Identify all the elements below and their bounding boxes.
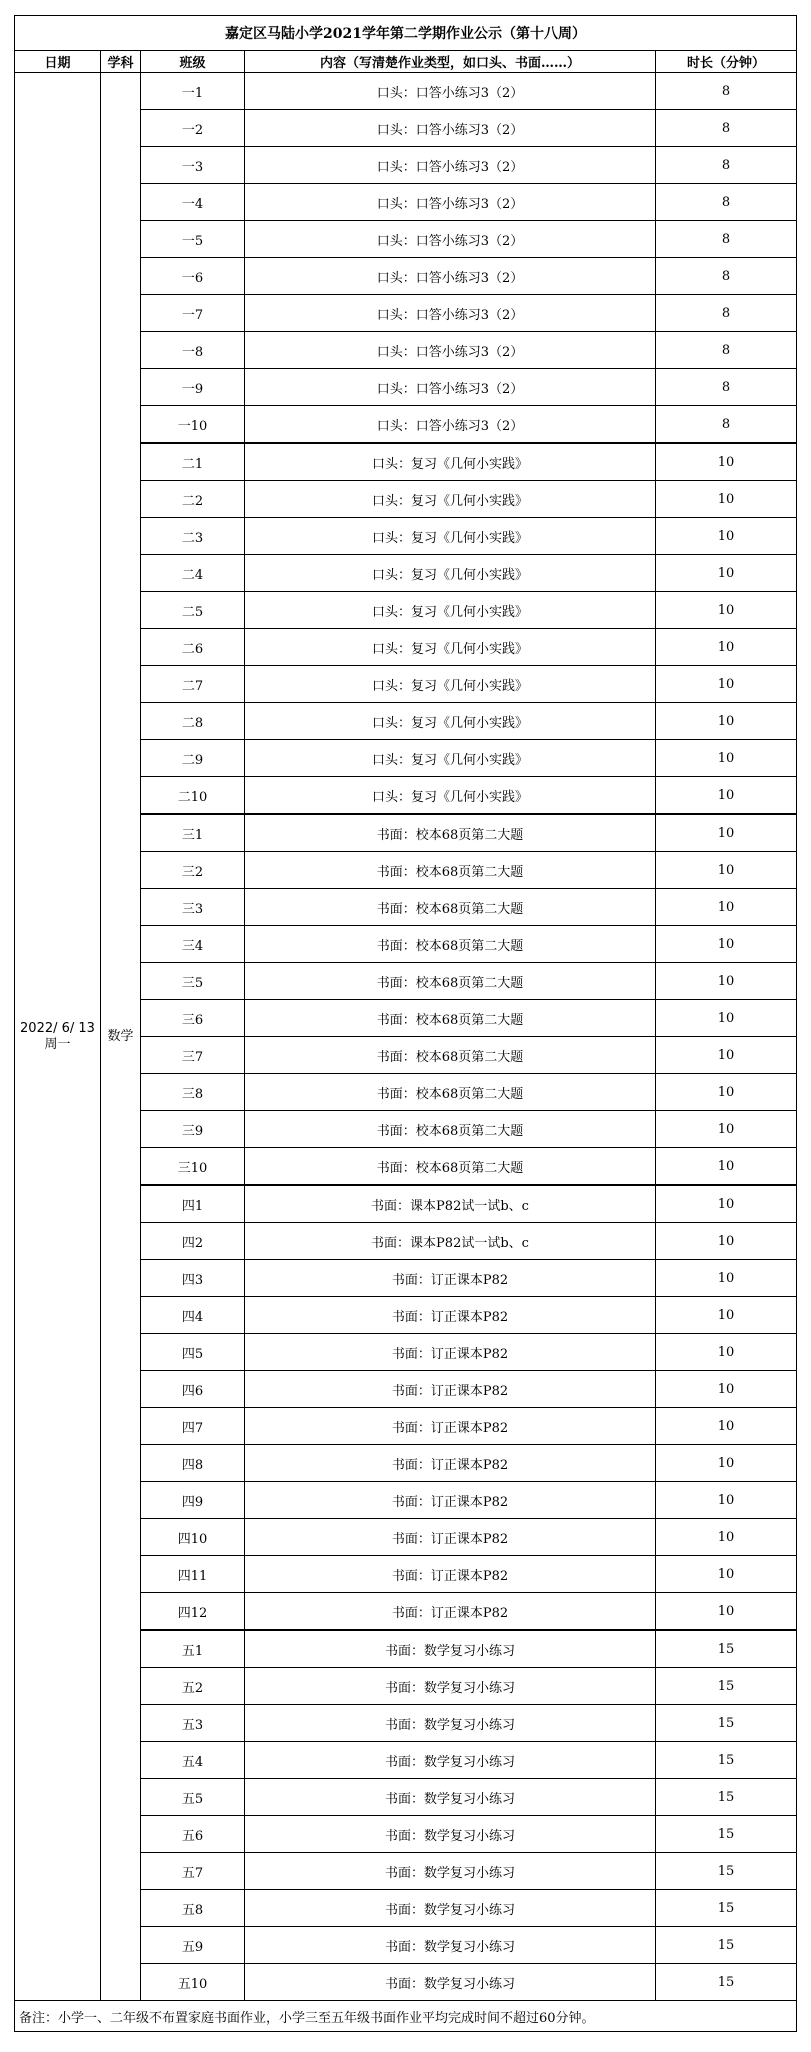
duration-cell: 15 [656,1779,797,1816]
content-cell: 书面：订正课本P82 [245,1482,656,1519]
class-cell: 三8 [141,1074,245,1111]
class-cell: 三1 [141,814,245,852]
content-cell: 书面：校本68页第二大题 [245,963,656,1000]
title-row [15,16,797,51]
class-cell: 二8 [141,703,245,740]
duration-cell: 10 [656,666,797,703]
duration-cell: 10 [656,518,797,555]
content-cell: 口头：口答小练习3（2） [245,332,656,369]
duration-cell: 8 [656,369,797,406]
class-cell: 二2 [141,481,245,518]
duration-cell: 8 [656,295,797,332]
content-cell: 书面：校本68页第二大题 [245,1111,656,1148]
duration-cell: 10 [656,926,797,963]
duration-cell: 15 [656,1964,797,2001]
content-cell: 口头：口答小练习3（2） [245,147,656,184]
class-cell: 二1 [141,443,245,481]
note-text: 备注：小学一、二年级不布置家庭书面作业，小学三至五年级书面作业平均完成时间不超过60分钟。 [15,2001,797,2032]
table-row [15,73,797,110]
class-cell: 四5 [141,1334,245,1371]
duration-cell: 10 [656,1556,797,1593]
content-cell: 书面：订正课本P82 [245,1260,656,1297]
class-cell: 二6 [141,629,245,666]
class-cell: 二3 [141,518,245,555]
duration-cell: 10 [656,1111,797,1148]
content-cell: 书面：订正课本P82 [245,1297,656,1334]
content-cell: 口头：复习《几何小实践》 [245,443,656,481]
class-cell: 二7 [141,666,245,703]
header-duration: 时长（分钟） [656,51,797,73]
duration-cell: 10 [656,443,797,481]
duration-cell: 10 [656,963,797,1000]
class-cell: 一5 [141,221,245,258]
content-cell: 书面：校本68页第二大题 [245,1074,656,1111]
content-cell: 书面：订正课本P82 [245,1519,656,1556]
class-cell: 一8 [141,332,245,369]
content-cell: 口头：口答小练习3（2） [245,406,656,444]
class-cell: 五1 [141,1630,245,1668]
class-cell: 四3 [141,1260,245,1297]
content-cell: 书面：数学复习小练习 [245,1742,656,1779]
class-cell: 三7 [141,1037,245,1074]
duration-cell: 15 [656,1630,797,1668]
class-cell: 二5 [141,592,245,629]
class-cell: 五8 [141,1890,245,1927]
class-cell: 四7 [141,1408,245,1445]
class-cell: 四10 [141,1519,245,1556]
content-cell: 书面：校本68页第二大题 [245,1000,656,1037]
header-row [15,51,797,73]
duration-cell: 15 [656,1705,797,1742]
class-cell: 五4 [141,1742,245,1779]
duration-cell: 10 [656,1037,797,1074]
class-cell: 一1 [141,73,245,110]
content-cell: 口头：复习《几何小实践》 [245,740,656,777]
content-cell: 书面：课本P82试一试b、c [245,1223,656,1260]
content-cell: 书面：数学复习小练习 [245,1890,656,1927]
content-cell: 口头：口答小练习3（2） [245,110,656,147]
content-cell: 书面：数学复习小练习 [245,1964,656,2001]
class-cell: 三9 [141,1111,245,1148]
duration-cell: 10 [656,1297,797,1334]
class-cell: 一3 [141,147,245,184]
duration-cell: 15 [656,1668,797,1705]
class-cell: 二4 [141,555,245,592]
class-cell: 一7 [141,295,245,332]
duration-cell: 15 [656,1853,797,1890]
content-cell: 书面：课本P82试一试b、c [245,1185,656,1223]
content-cell: 口头：复习《几何小实践》 [245,555,656,592]
class-cell: 五2 [141,1668,245,1705]
page-title: 嘉定区马陆小学2021学年第二学期作业公示（第十八周） [15,16,797,51]
duration-cell: 10 [656,1371,797,1408]
content-cell: 书面：订正课本P82 [245,1445,656,1482]
class-cell: 四11 [141,1556,245,1593]
header-subject: 学科 [101,51,141,73]
duration-cell: 10 [656,1519,797,1556]
duration-cell: 8 [656,110,797,147]
content-cell: 口头：口答小练习3（2） [245,73,656,110]
homework-table [14,15,797,2032]
duration-cell: 10 [656,555,797,592]
class-cell: 五10 [141,1964,245,2001]
content-cell: 口头：口答小练习3（2） [245,221,656,258]
duration-cell: 15 [656,1927,797,1964]
date-cell: 2022/ 6/ 13 周一 [15,73,101,2001]
duration-cell: 10 [656,481,797,518]
duration-cell: 10 [656,1185,797,1223]
content-cell: 书面：校本68页第二大题 [245,926,656,963]
class-cell: 四12 [141,1593,245,1631]
content-cell: 书面：数学复习小练习 [245,1927,656,1964]
content-cell: 口头：口答小练习3（2） [245,184,656,221]
duration-cell: 8 [656,221,797,258]
content-cell: 口头：口答小练习3（2） [245,295,656,332]
content-cell: 书面：数学复习小练习 [245,1853,656,1890]
content-cell: 书面：校本68页第二大题 [245,814,656,852]
duration-cell: 10 [656,1223,797,1260]
class-cell: 三2 [141,852,245,889]
class-cell: 五3 [141,1705,245,1742]
content-cell: 口头：复习《几何小实践》 [245,518,656,555]
duration-cell: 8 [656,406,797,444]
duration-cell: 8 [656,73,797,110]
class-cell: 四6 [141,1371,245,1408]
duration-cell: 10 [656,814,797,852]
content-cell: 书面：订正课本P82 [245,1408,656,1445]
content-cell: 口头：复习《几何小实践》 [245,666,656,703]
class-cell: 三10 [141,1148,245,1186]
class-cell: 一2 [141,110,245,147]
class-cell: 三3 [141,889,245,926]
content-cell: 书面：校本68页第二大题 [245,889,656,926]
class-cell: 四8 [141,1445,245,1482]
class-cell: 一6 [141,258,245,295]
content-cell: 书面：订正课本P82 [245,1371,656,1408]
content-cell: 口头：复习《几何小实践》 [245,629,656,666]
duration-cell: 15 [656,1816,797,1853]
duration-cell: 8 [656,332,797,369]
content-cell: 口头：复习《几何小实践》 [245,592,656,629]
duration-cell: 10 [656,1334,797,1371]
class-cell: 四9 [141,1482,245,1519]
header-date: 日期 [15,51,101,73]
duration-cell: 10 [656,777,797,815]
content-cell: 书面：订正课本P82 [245,1593,656,1631]
subject-cell: 数学 [101,73,141,2001]
class-cell: 五9 [141,1927,245,1964]
duration-cell: 10 [656,1148,797,1186]
duration-cell: 8 [656,258,797,295]
duration-cell: 10 [656,703,797,740]
duration-cell: 10 [656,889,797,926]
duration-cell: 10 [656,592,797,629]
class-cell: 五6 [141,1816,245,1853]
duration-cell: 10 [656,1593,797,1631]
header-content: 内容（写清楚作业类型，如口头、书面……） [245,51,656,73]
duration-cell: 8 [656,147,797,184]
content-cell: 书面：校本68页第二大题 [245,852,656,889]
class-cell: 五7 [141,1853,245,1890]
duration-cell: 10 [656,1482,797,1519]
note-row [15,2001,797,2032]
duration-cell: 10 [656,1074,797,1111]
content-cell: 书面：数学复习小练习 [245,1779,656,1816]
content-cell: 口头：复习《几何小实践》 [245,481,656,518]
class-cell: 二10 [141,777,245,815]
class-cell: 一9 [141,369,245,406]
duration-cell: 10 [656,1000,797,1037]
content-cell: 口头：口答小练习3（2） [245,258,656,295]
content-cell: 口头：复习《几何小实践》 [245,703,656,740]
content-cell: 书面：数学复习小练习 [245,1630,656,1668]
duration-cell: 10 [656,740,797,777]
class-cell: 二9 [141,740,245,777]
duration-cell: 10 [656,1408,797,1445]
duration-cell: 10 [656,1260,797,1297]
content-cell: 书面：校本68页第二大题 [245,1037,656,1074]
class-cell: 三5 [141,963,245,1000]
class-cell: 一10 [141,406,245,444]
class-cell: 四1 [141,1185,245,1223]
duration-cell: 15 [656,1742,797,1779]
content-cell: 口头：口答小练习3（2） [245,369,656,406]
header-class: 班级 [141,51,245,73]
content-cell: 口头：复习《几何小实践》 [245,777,656,815]
class-cell: 五5 [141,1779,245,1816]
class-cell: 四4 [141,1297,245,1334]
duration-cell: 10 [656,1445,797,1482]
duration-cell: 8 [656,184,797,221]
class-cell: 三4 [141,926,245,963]
content-cell: 书面：数学复习小练习 [245,1705,656,1742]
content-cell: 书面：订正课本P82 [245,1334,656,1371]
duration-cell: 15 [656,1890,797,1927]
duration-cell: 10 [656,629,797,666]
class-cell: 三6 [141,1000,245,1037]
content-cell: 书面：数学复习小练习 [245,1668,656,1705]
content-cell: 书面：订正课本P82 [245,1556,656,1593]
content-cell: 书面：数学复习小练习 [245,1816,656,1853]
class-cell: 一4 [141,184,245,221]
content-cell: 书面：校本68页第二大题 [245,1148,656,1186]
class-cell: 四2 [141,1223,245,1260]
duration-cell: 10 [656,852,797,889]
